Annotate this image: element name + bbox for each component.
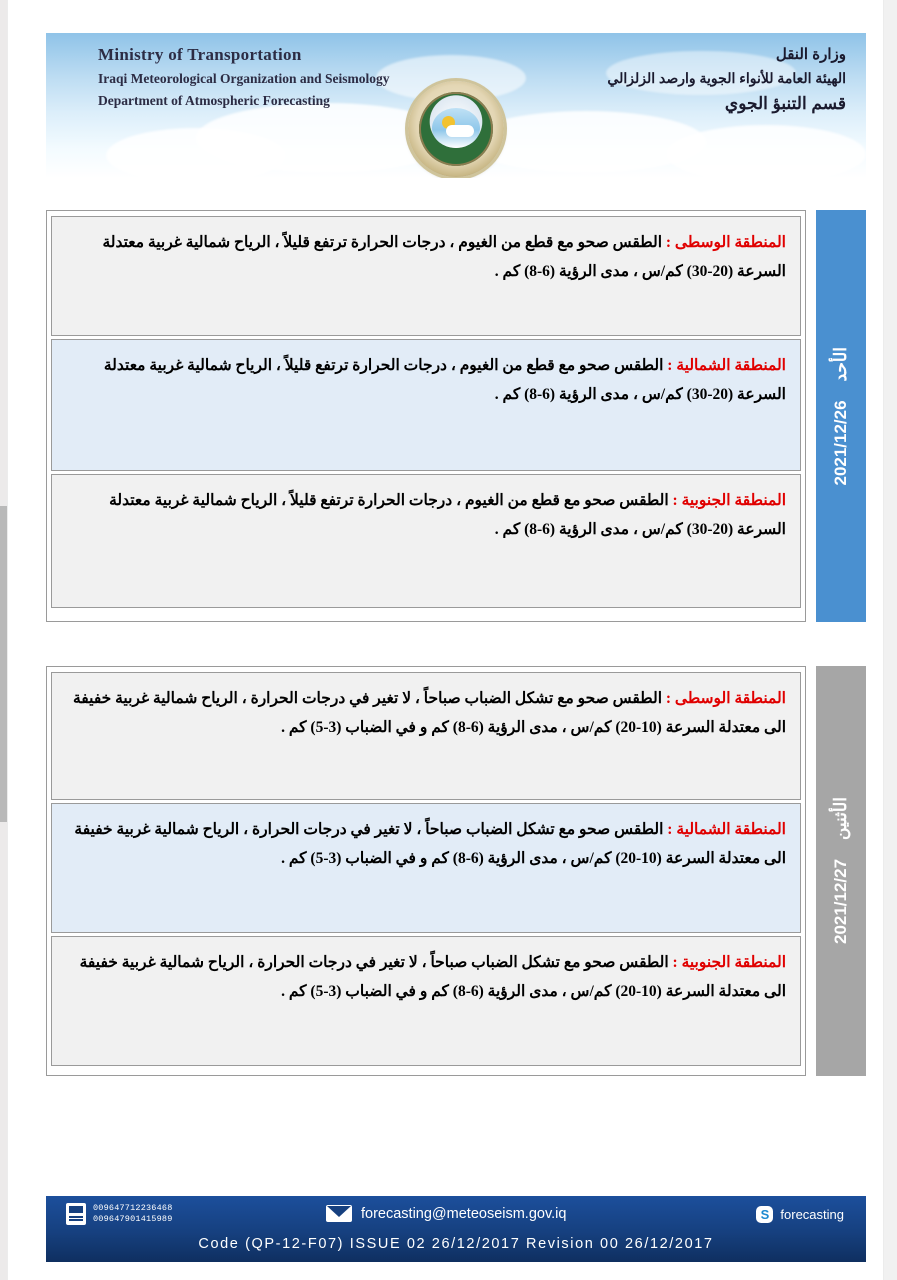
region-forecast-text: الطقس صحو مع تشكل الضباب صباحاً ، لا تغير في درجات الحرارة ، الرياح شمالية غربية خفيفة الى معتدلة السرعة (10-20) كم/س ، مدى الرؤية (6-8) كم و في الضباب (3-5) كم . xyxy=(74,821,786,867)
table-row xyxy=(51,339,801,471)
cloud-shape xyxy=(666,125,866,178)
region-title: المنطقة الوسطى : xyxy=(665,690,786,707)
table-row xyxy=(51,474,801,608)
header-english-titles xyxy=(98,45,389,109)
fax-number-line: 009647712236468 xyxy=(93,1203,173,1214)
regions-table xyxy=(46,210,806,622)
region-forecast-text: الطقس صحو مع تشكل الضباب صباحاً ، لا تغير في درجات الحرارة ، الرياح شمالية غربية خفيفة الى معتدلة السرعة (10-20) كم/س ، مدى الرؤية (6-8) كم و في الضباب (3-5) كم . xyxy=(72,690,786,736)
forecast-day-block xyxy=(46,210,866,622)
footer-contact-row xyxy=(46,1196,866,1234)
region-forecast-text: الطقس صحو مع قطع من الغيوم ، درجات الحرارة ترتفع قليلاً ، الرياح شمالية غربية معتدلة السرعة (20-30) كم/س ، مدى الرؤية (6-8) كم . xyxy=(103,357,786,403)
email-contact[interactable] xyxy=(326,1205,566,1222)
logo-sky-emblem xyxy=(432,108,480,148)
document-sheet xyxy=(8,0,883,1280)
department-title-en: Department of Atmospheric Forecasting xyxy=(98,93,330,108)
region-title: المنطقة الجنوبية : xyxy=(672,954,786,971)
header-arabic-titles xyxy=(607,45,846,114)
ministry-title-en: Ministry of Transportation xyxy=(98,45,302,64)
cloud-shape xyxy=(106,128,286,178)
organization-title-en: Iraqi Meteorological Organization and Seismology xyxy=(98,71,390,86)
date-value: 2021/12/27 xyxy=(830,859,850,945)
region-title: المنطقة الشمالية : xyxy=(667,357,786,374)
forecast-day-block xyxy=(46,666,866,1076)
fax-contact xyxy=(66,1203,173,1225)
table-row xyxy=(51,803,801,933)
day-name: الأحد xyxy=(830,346,850,382)
document-footer xyxy=(46,1196,866,1262)
fax-icon xyxy=(66,1203,86,1225)
fax-numbers xyxy=(93,1203,173,1224)
region-title: المنطقة الجنوبية : xyxy=(672,492,786,509)
date-bar xyxy=(816,210,866,622)
regions-table xyxy=(46,666,806,1076)
table-row xyxy=(51,672,801,800)
email-address[interactable]: forecasting@meteoseism.gov.iq xyxy=(361,1205,567,1222)
document-code-line: Code (QP-12-F07) ISSUE 02 26/12/2017 Revision 00 26/12/2017 xyxy=(198,1236,714,1252)
right-edge-strip xyxy=(883,0,897,1280)
region-title: المنطقة الوسطى : xyxy=(665,234,786,251)
date-bar xyxy=(816,666,866,1076)
department-title-ar: قسم التنبؤ الجوي xyxy=(724,94,846,113)
envelope-icon xyxy=(326,1205,352,1222)
organization-title-ar: الهيئة العامة للأنواء الجوية وارصد الزلزالي xyxy=(607,70,846,86)
day-name: الأثنين xyxy=(830,797,850,841)
date-value: 2021/12/26 xyxy=(830,400,850,486)
document-header-banner xyxy=(46,33,866,178)
scroll-indicator[interactable] xyxy=(0,506,8,822)
skype-username[interactable]: forecasting xyxy=(780,1207,844,1222)
skype-icon: S xyxy=(756,1206,773,1223)
table-row xyxy=(51,936,801,1066)
logo-inner-ring xyxy=(419,92,493,166)
region-forecast-text: الطقس صحو مع قطع من الغيوم ، درجات الحرارة ترتفع قليلاً ، الرياح شمالية غربية معتدلة السرعة (20-30) كم/س ، مدى الرؤية (6-8) كم . xyxy=(102,234,786,280)
ministry-title-ar: وزارة النقل xyxy=(775,46,846,63)
fax-number-line: 009647901415989 xyxy=(93,1214,173,1224)
region-forecast-text: الطقس صحو مع تشكل الضباب صباحاً ، لا تغير في درجات الحرارة ، الرياح شمالية غربية خفيفة الى معتدلة السرعة (10-20) كم/س ، مدى الرؤية (6-8) كم و في الضباب (3-5) كم . xyxy=(79,954,786,1000)
skype-contact[interactable] xyxy=(756,1206,844,1223)
region-forecast-text: الطقس صحو مع قطع من الغيوم ، درجات الحرارة ترتفع قليلاً ، الرياح شمالية غربية معتدلة السرعة (20-30) كم/س ، مدى الرؤية (6-8) كم . xyxy=(109,492,786,538)
region-title: المنطقة الشمالية : xyxy=(667,821,786,838)
cloud-icon xyxy=(446,125,474,137)
table-row xyxy=(51,216,801,336)
imos-logo-icon xyxy=(408,81,504,177)
